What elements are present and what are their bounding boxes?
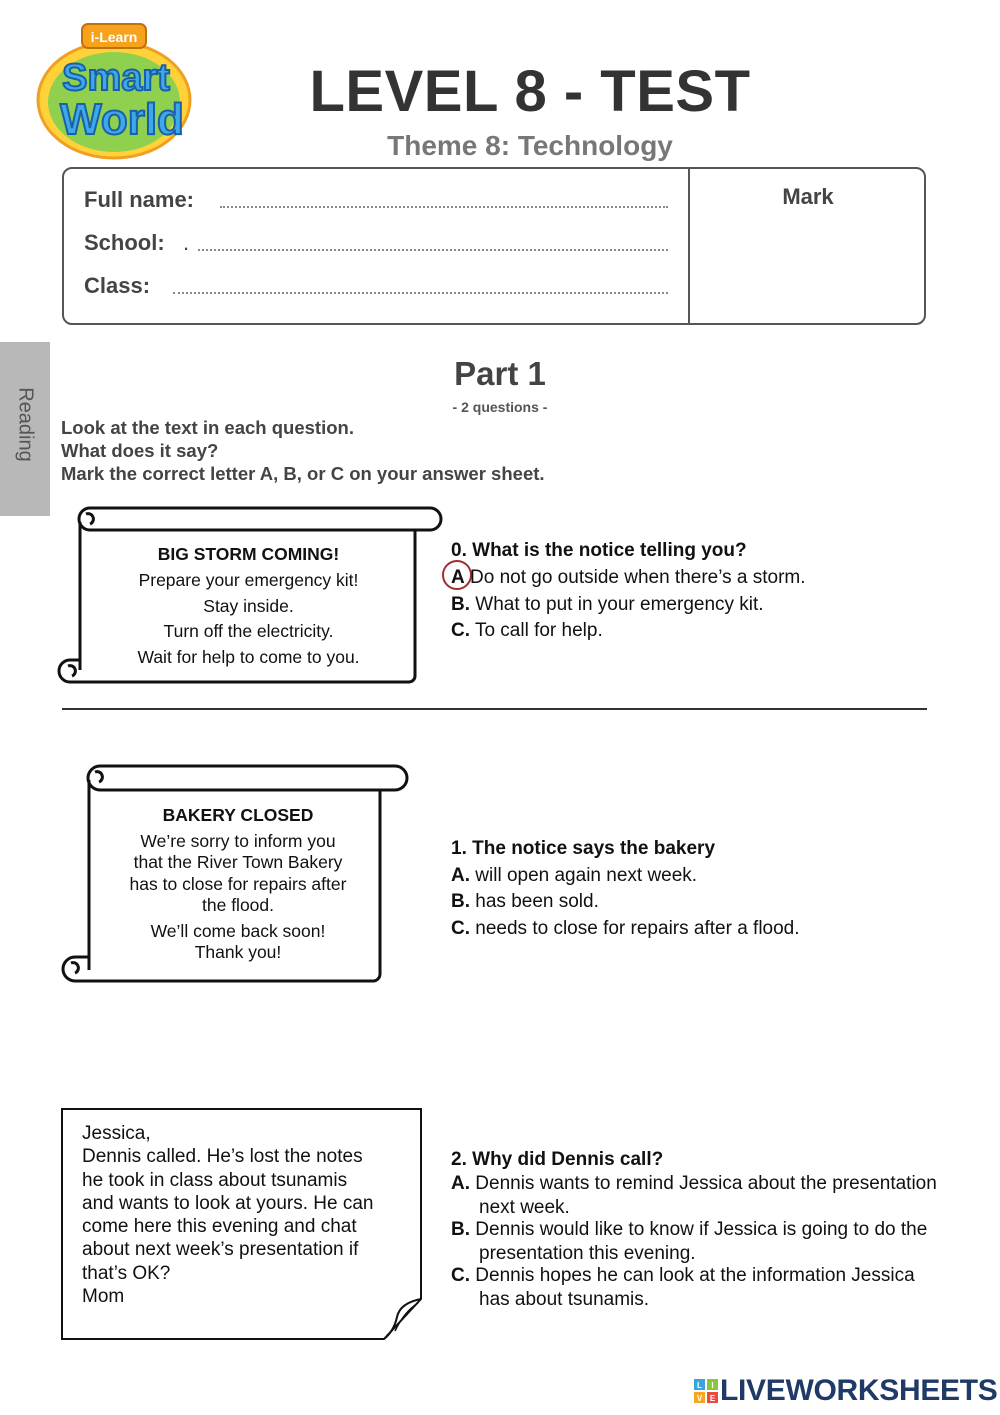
logo-smart-text: Smart <box>62 57 170 99</box>
question-text: Why did Dennis call? <box>472 1149 664 1170</box>
school-field[interactable] <box>198 249 668 251</box>
svg-text:I: I <box>711 1381 714 1390</box>
instruction-line: Mark the correct letter A, B, or C on your answer sheet. <box>61 463 545 484</box>
option-letter: C. <box>451 1265 470 1286</box>
option-text: Dennis hopes he can look at the information Jessica <box>475 1265 915 1286</box>
question-text: The notice says the bakery <box>472 838 716 859</box>
full-name-field[interactable] <box>220 206 668 208</box>
page-subtitle: Theme 8: Technology <box>387 130 673 161</box>
answer-option[interactable] <box>451 1218 981 1265</box>
note-line: Dennis called. He’s lost the notes <box>82 1146 363 1168</box>
part-title: Part 1 <box>454 355 546 392</box>
answer-option[interactable] <box>451 566 971 590</box>
part-subtitle: - 2 questions - <box>452 399 548 415</box>
instruction-line: Look at the text in each question. <box>61 417 354 438</box>
note-line: about next week’s presentation if <box>82 1239 359 1261</box>
liveworksheets-brand[interactable]: LIVEWORKSHEETS <box>720 1374 998 1407</box>
option-text: Do not go outside when there’s a storm. <box>470 567 806 588</box>
option-letter: C. <box>451 620 470 641</box>
answer-option[interactable] <box>451 864 971 888</box>
school-prefix: . <box>183 230 190 255</box>
option-letter: C. <box>451 918 470 939</box>
notice-line: We’ll come back soon! <box>150 921 326 941</box>
option-text: has been sold. <box>475 891 599 912</box>
notice-line: Stay inside. <box>203 596 294 616</box>
option-text: Dennis would like to know if Jessica is going to do the <box>475 1219 928 1240</box>
note-line: Mom <box>82 1286 125 1308</box>
option-letter: A. <box>451 865 470 886</box>
option-text-continued: has about tsunamis. <box>479 1288 650 1310</box>
logo-world-text: World <box>60 95 184 144</box>
question-number: 0. <box>451 540 467 561</box>
option-letter: A. <box>451 1173 470 1194</box>
notice-line: the flood. <box>202 895 274 915</box>
note-line: he took in class about tsunamis <box>82 1169 348 1191</box>
notice-line: Wait for help to come to you. <box>137 647 360 667</box>
class-label: Class: <box>84 273 151 298</box>
note-text <box>82 1122 412 1308</box>
notice-line: We’re sorry to inform you <box>140 831 336 851</box>
answer-option[interactable] <box>451 619 971 643</box>
answer-option[interactable] <box>451 593 971 617</box>
notice-line: Prepare your emergency kit! <box>138 570 359 590</box>
note-line: and wants to look at yours. He can <box>82 1192 374 1214</box>
svg-text:E: E <box>709 1394 716 1403</box>
notice-title: BIG STORM COMING! <box>157 544 340 564</box>
answer-option[interactable] <box>451 890 971 914</box>
note-line: come here this evening and chat <box>82 1216 357 1238</box>
section-divider <box>62 708 927 710</box>
liveworksheets-icon <box>694 1379 718 1403</box>
notice-line: has to close for repairs after <box>129 874 347 894</box>
question-1-stem <box>451 835 971 862</box>
full-name-label: Full name: <box>84 187 195 212</box>
notice-line: Turn off the electricity. <box>163 621 334 641</box>
question-0-stem <box>451 537 971 564</box>
notice-line: Thank you! <box>194 942 282 962</box>
option-text: Dennis wants to remind Jessica about the presentation <box>475 1173 937 1194</box>
reading-side-tab-label: Reading <box>14 387 37 462</box>
svg-text:V: V <box>696 1394 703 1403</box>
answer-option[interactable] <box>451 917 971 941</box>
question-number: 1. <box>451 838 467 859</box>
answer-option[interactable] <box>451 1172 981 1219</box>
option-letter: B. <box>451 1219 470 1240</box>
notice-line: that the River Town Bakery <box>133 852 343 872</box>
question-number: 2. <box>451 1149 467 1170</box>
question-2-stem <box>451 1146 981 1173</box>
notice-title: BAKERY CLOSED <box>162 805 314 825</box>
logo-ilearn-text: i-Learn <box>90 29 138 45</box>
answer-option[interactable] <box>451 1264 981 1311</box>
option-text: will open again next week. <box>475 865 698 886</box>
note-line: Jessica, <box>82 1123 151 1144</box>
svg-text:L: L <box>697 1381 702 1390</box>
option-letter: B. <box>451 891 470 912</box>
option-text-continued: presentation this evening. <box>479 1242 696 1264</box>
page-title: LEVEL 8 - TEST <box>309 59 751 124</box>
smart-world-logo <box>24 22 204 162</box>
mark-label: Mark <box>782 184 834 209</box>
question-text: What is the notice telling you? <box>472 540 747 561</box>
option-text: To call for help. <box>474 620 603 641</box>
option-text-continued: next week. <box>479 1196 570 1218</box>
option-text: needs to close for repairs after a flood. <box>475 918 800 939</box>
option-letter: B. <box>451 594 470 615</box>
note-line: that’s OK? <box>82 1262 171 1284</box>
instruction-line: What does it say? <box>61 440 219 461</box>
school-label: School: <box>84 230 165 255</box>
option-letter: A <box>451 567 465 588</box>
class-field[interactable] <box>173 292 668 294</box>
option-text: What to put in your emergency kit. <box>475 594 764 615</box>
